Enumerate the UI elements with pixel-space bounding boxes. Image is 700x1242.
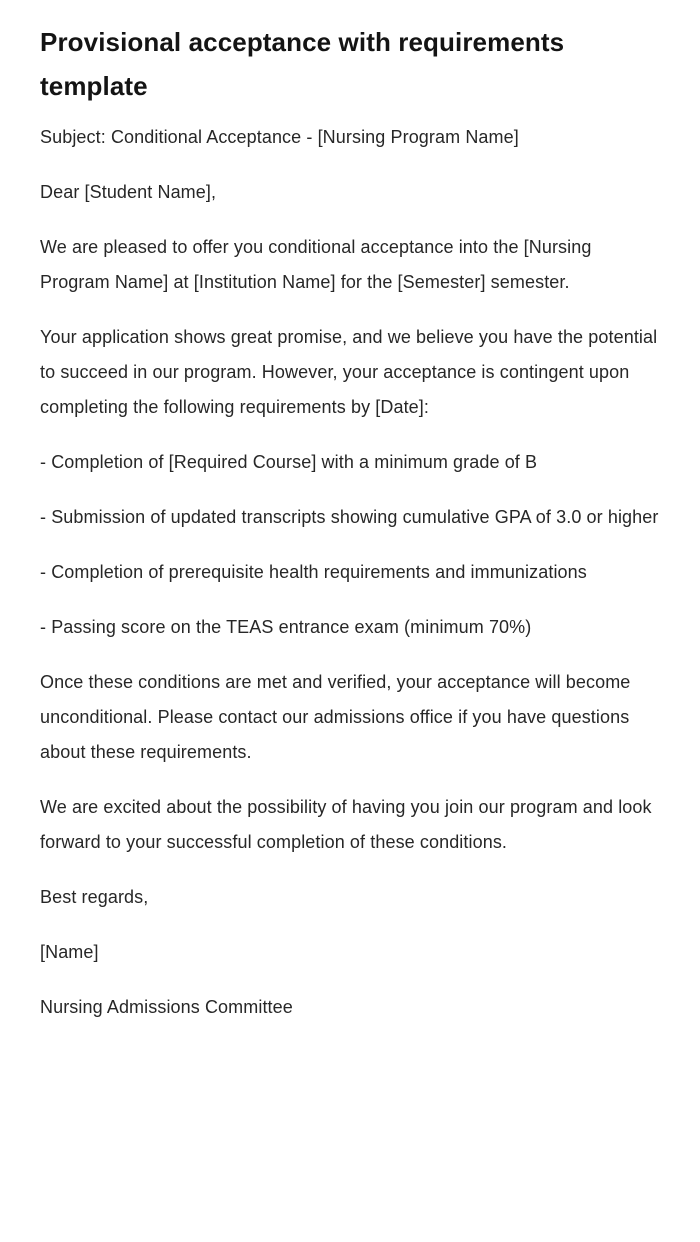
requirement-item-teas-exam: - Passing score on the TEAS entrance exam (minimum 70%) xyxy=(40,617,532,637)
signature-name-placeholder: [Name] xyxy=(40,942,99,962)
requirement-item-transcripts: - Submission of updated transcripts showing cumulative GPA of 3.0 or higher xyxy=(40,507,659,527)
body-paragraph-closing: We are excited about the possibility of having you join our program and look forward to your successful completion of these conditions. xyxy=(40,797,652,852)
signature-committee: Nursing Admissions Committee xyxy=(40,997,293,1017)
requirement-item-course: - Completion of [Required Course] with a minimum grade of B xyxy=(40,452,538,472)
salutation: Dear [Student Name], xyxy=(40,182,217,202)
requirement-item-health: - Completion of prerequisite health requirements and immunizations xyxy=(40,562,587,582)
body-paragraph-acceptance: We are pleased to offer you conditional acceptance into the [Nursing Program Name] at [Institution Name] for the [Semester] semester. xyxy=(40,237,592,292)
subject-line: Subject: Conditional Acceptance - [Nursing Program Name] xyxy=(40,127,519,147)
signoff: Best regards, xyxy=(40,887,149,907)
page-title: Provisional acceptance with requirements template xyxy=(40,27,565,101)
body-paragraph-conditions-intro: Your application shows great promise, and we believe you have the potential to succeed in our program. However, your acceptance is contingent upon completing the following requirements by [Date]: xyxy=(40,327,658,417)
body-paragraph-verification: Once these conditions are met and verified, your acceptance will become unconditional. Please contact our admissions office if you have questions about these requirements. xyxy=(40,672,631,762)
